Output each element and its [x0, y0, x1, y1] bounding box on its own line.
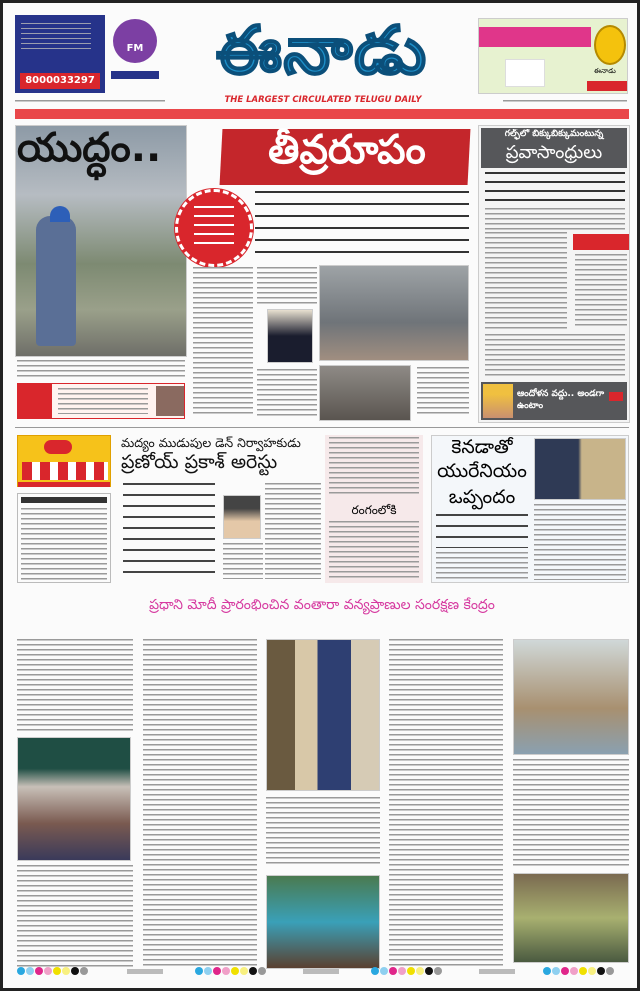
event-photo	[17, 737, 131, 861]
gulf-headline: ప్రవాసాంధ్రులు	[505, 142, 603, 163]
lead-headline-part2: తీవ్రరూపం	[268, 127, 426, 173]
pranoy-headline: ప్రణోయ్ ప్రకాశ్ అరెస్టు	[121, 451, 278, 473]
print-registration-marks	[17, 967, 631, 977]
gulf-kicker: గల్ఫ్‌లో బిక్కుబిక్కుమంటున్న	[504, 129, 604, 139]
newspaper-front-page	[3, 3, 637, 988]
reassurance-box[interactable]	[481, 382, 627, 420]
canada-photo	[534, 438, 626, 500]
lead-subheads	[255, 191, 469, 261]
masthead-tagline: THE LARGEST CIRCULATED TELUGU DAILY	[224, 95, 422, 105]
smoke-photo	[319, 265, 469, 361]
elephant-pool-photo	[266, 875, 380, 969]
reassurance-text: ఆందోళన వద్దు.. అండగా ఉంటాం	[517, 389, 605, 411]
pranoy-kicker: మద్యం ముడుపుల డెన్ నిర్వాహకుడు	[121, 435, 301, 450]
right-ad-label: ఈనాడు	[594, 67, 616, 75]
modi-cubs-photo	[513, 639, 629, 755]
banner-headline: ప్రధాని మోదీ ప్రారంభించిన వంతారా వన్యప్రాణుల సంరక్షణ కేంద్రం	[149, 597, 495, 613]
gulf-story[interactable]	[478, 125, 630, 423]
masthead-logo: ఈనాడు	[216, 12, 428, 89]
ad-phone: 8000033297	[20, 73, 100, 89]
festival-ad[interactable]	[17, 435, 111, 487]
middle-headline: రంగంలోకి	[351, 503, 397, 517]
brief-box[interactable]	[17, 493, 111, 583]
pranoy-photo	[223, 495, 261, 539]
canada-headline-2: యురేనియం	[437, 460, 527, 482]
fm-badge-icon	[113, 19, 157, 63]
cm-photo	[483, 384, 513, 418]
editions-band	[15, 109, 629, 119]
fm-ad[interactable]	[15, 15, 161, 93]
lead-headline-part1: యుద్ధం..	[17, 125, 162, 171]
middle-briefs[interactable]	[325, 435, 423, 583]
canada-story[interactable]	[431, 435, 629, 583]
modi-giraffe-photo	[266, 639, 380, 791]
canada-headline-1: కెనడాతో	[451, 436, 513, 458]
inset-portrait	[267, 309, 313, 363]
related-story-strip[interactable]	[17, 383, 185, 419]
inauguration-photo	[513, 873, 629, 963]
lead-photo-caption	[17, 360, 185, 380]
right-ad[interactable]	[478, 18, 628, 94]
ruins-photo	[319, 365, 411, 421]
canada-headline-3: ఒప్పందం	[448, 486, 516, 508]
fm-badge-label: FM	[126, 43, 144, 54]
lead-callout-badge	[175, 189, 253, 267]
